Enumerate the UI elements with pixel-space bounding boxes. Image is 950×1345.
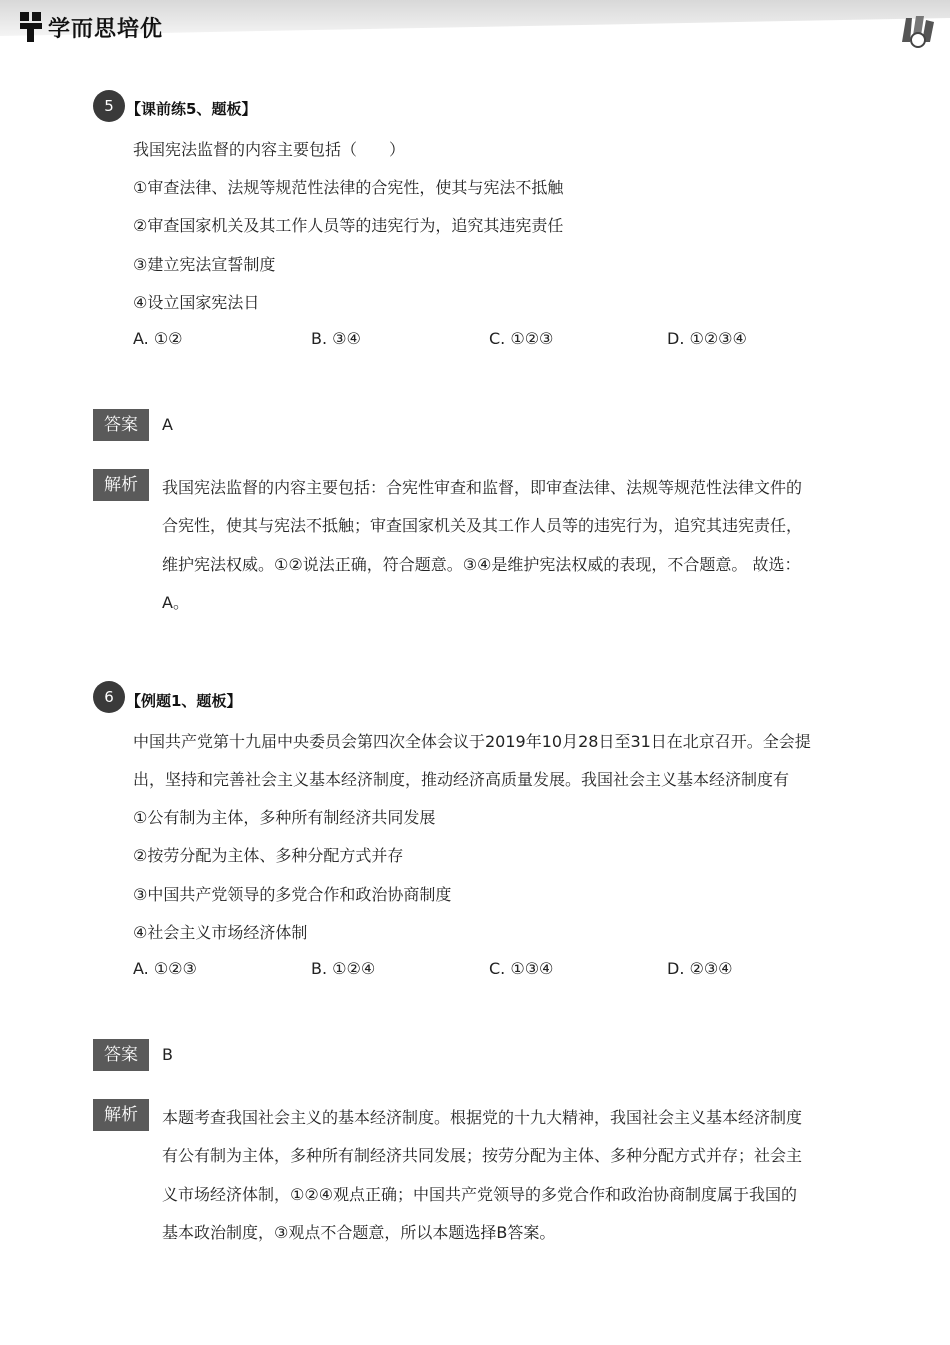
question-item: ②审查国家机关及其工作人员等的违宪行为，追究其违宪责任	[133, 216, 564, 235]
answer-label: 答案	[93, 409, 149, 441]
logo-icon	[18, 10, 44, 44]
question-number: 5	[93, 90, 125, 122]
answer-label: 答案	[93, 1039, 149, 1071]
badge-icon	[898, 12, 938, 52]
question-stem: 我国宪法监督的内容主要包括（ ）	[133, 140, 406, 159]
question-tag: 【课前练5、题板】	[126, 100, 257, 118]
analysis-line: 本题考查我国社会主义的基本经济制度。根据党的十九大精神，我国社会主义基本经济制度	[162, 1108, 803, 1127]
question-item: ④社会主义市场经济体制	[133, 923, 308, 942]
analysis-line: A。	[162, 593, 189, 612]
analysis-label: 解析	[93, 1099, 149, 1131]
analysis-line: 维护宪法权威。①②说法正确，符合题意。③④是维护宪法权威的表现，不合题意。 故选：	[162, 555, 801, 574]
question-stem: 中国共产党第十九届中央委员会第四次全体会议于2019年10月28日至31日在北京召开。全会提	[133, 732, 811, 751]
question-item: ③建立宪法宣誓制度	[133, 255, 276, 274]
question-item: ①审查法律、法规等规范性法律的合宪性，使其与宪法不抵触	[133, 178, 564, 197]
option-c: C. ①③④	[489, 959, 554, 978]
answer-value: B	[162, 1045, 173, 1064]
question-stem: 出，坚持和完善社会主义基本经济制度，推动经济高质量发展。我国社会主义基本经济制度有	[133, 770, 790, 789]
question-item: ③中国共产党领导的多党合作和政治协商制度	[133, 885, 452, 904]
option-d: D. ②③④	[667, 959, 733, 978]
brand-logo	[18, 10, 163, 44]
analysis-line: 基本政治制度，③观点不合题意，所以本题选择B答案。	[162, 1223, 556, 1242]
option-c: C. ①②③	[489, 329, 554, 348]
option-a: A. ①②	[133, 329, 183, 348]
option-b: B. ①②④	[311, 959, 376, 978]
analysis-line: 我国宪法监督的内容主要包括：合宪性审查和监督，即审查法律、法规等规范性法律文件的	[162, 478, 803, 497]
option-a: A. ①②③	[133, 959, 197, 978]
question-tag: 【例题1、题板】	[126, 692, 242, 710]
brand-name: 学而思培优	[48, 16, 164, 42]
question-number: 6	[93, 681, 125, 713]
analysis-line: 义市场经济体制，①②④观点正确；中国共产党领导的多党合作和政治协商制度属于我国的	[162, 1185, 798, 1204]
question-item: ①公有制为主体，多种所有制经济共同发展	[133, 808, 436, 827]
option-d: D. ①②③④	[667, 329, 747, 348]
analysis-line: 有公有制为主体，多种所有制经济共同发展；按劳分配为主体、多种分配方式并存；社会主	[162, 1146, 803, 1165]
analysis-label: 解析	[93, 469, 149, 501]
analysis-line: 合宪性，使其与宪法不抵触；审查国家机关及其工作人员等的违宪行为，追究其违宪责任，	[162, 516, 803, 535]
question-item: ④设立国家宪法日	[133, 293, 260, 312]
answer-value: A	[162, 415, 173, 434]
option-b: B. ③④	[311, 329, 361, 348]
question-item: ②按劳分配为主体、多种分配方式并存	[133, 846, 404, 865]
